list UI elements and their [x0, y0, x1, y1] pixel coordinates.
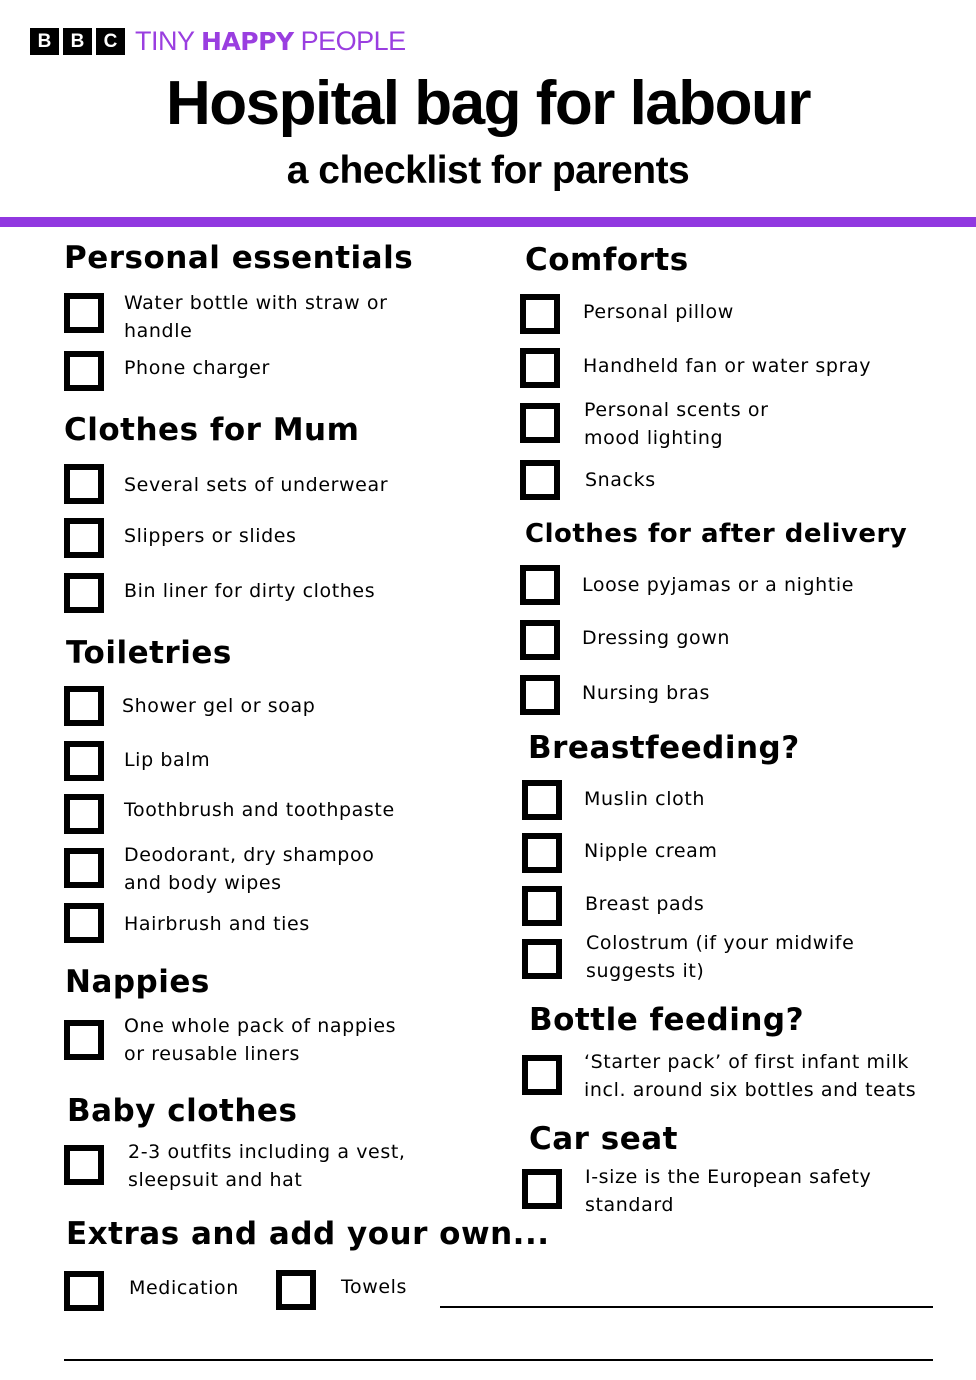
checklist-item[interactable] [522, 939, 562, 979]
item-label: 2-3 outfits including a vest, sleepsuit and hat [128, 1141, 406, 1191]
checklist-item[interactable] [64, 573, 104, 613]
checkbox[interactable] [64, 848, 104, 888]
item-label: Nipple cream [584, 840, 718, 862]
item-label: Deodorant, dry shampoo and body wipes [124, 844, 375, 894]
item-label: Phone charger [124, 357, 270, 379]
item-label: Dressing gown [582, 627, 730, 649]
checklist-item[interactable] [64, 686, 104, 726]
item-label: Hairbrush and ties [124, 913, 310, 935]
checkbox[interactable] [64, 741, 104, 781]
checkbox[interactable] [520, 565, 560, 605]
bbc-logo-b2: B [63, 28, 92, 55]
item-label: Breast pads [585, 893, 705, 915]
section-heading-toiletries: Toiletries [66, 635, 232, 671]
checkbox[interactable] [64, 794, 104, 834]
checkbox[interactable] [64, 573, 104, 613]
item-label: Colostrum (if your midwife suggests it) [586, 932, 855, 982]
checkbox[interactable] [64, 1271, 104, 1311]
item-label: Snacks [585, 469, 656, 491]
checklist-item[interactable] [522, 833, 562, 873]
section-heading-bottle-feeding: Bottle feeding? [529, 1002, 805, 1038]
bbc-logo-c: C [96, 28, 125, 55]
checklist-item[interactable] [276, 1270, 316, 1310]
section-heading-breastfeeding: Breastfeeding? [528, 730, 800, 766]
item-label: Handheld fan or water spray [583, 355, 872, 377]
checklist-item[interactable] [520, 565, 560, 605]
section-heading-personal-essentials: Personal essentials [64, 240, 414, 276]
checklist-item[interactable] [520, 348, 560, 388]
checklist-item[interactable] [522, 1169, 562, 1209]
checklist-item[interactable] [522, 780, 562, 820]
checkbox[interactable] [64, 351, 104, 391]
item-label: Towels [341, 1276, 408, 1298]
checkbox[interactable] [64, 293, 104, 333]
item-label: I-size is the European safety standard [585, 1166, 872, 1216]
brand-happy: HAPPY [201, 27, 294, 56]
section-heading-extras: Extras and add your own... [66, 1216, 550, 1252]
brand-name [135, 26, 406, 57]
checkbox[interactable] [520, 675, 560, 715]
checklist-item[interactable] [64, 848, 104, 888]
brand-tiny: TINY [135, 26, 195, 56]
checklist-item[interactable] [64, 903, 104, 943]
brand-people: PEOPLE [300, 26, 406, 56]
checklist-item[interactable] [522, 886, 562, 926]
checklist-item[interactable] [64, 464, 104, 504]
checkbox[interactable] [64, 686, 104, 726]
checklist-item[interactable] [520, 675, 560, 715]
item-label: Bin liner for dirty clothes [124, 580, 376, 602]
section-heading-clothes-for-mum: Clothes for Mum [64, 412, 360, 448]
item-label: Water bottle with straw or handle [124, 292, 388, 342]
section-heading-baby-clothes: Baby clothes [67, 1093, 298, 1129]
bbc-tiny-happy-people-logo [30, 26, 406, 57]
checkbox[interactable] [522, 833, 562, 873]
checklist-item[interactable] [64, 293, 104, 333]
checklist-item[interactable] [64, 351, 104, 391]
checkbox[interactable] [522, 780, 562, 820]
checklist-item[interactable] [520, 294, 560, 334]
checkbox[interactable] [520, 294, 560, 334]
item-label: Toothbrush and toothpaste [124, 799, 395, 821]
item-label: Shower gel or soap [122, 695, 316, 717]
checklist-item[interactable] [64, 1271, 104, 1311]
checkbox[interactable] [64, 464, 104, 504]
item-label: One whole pack of nappies or reusable liners [124, 1015, 397, 1065]
item-label: Slippers or slides [124, 525, 297, 547]
item-label: Nursing bras [582, 682, 711, 704]
checklist-item[interactable] [64, 1145, 104, 1185]
checkbox[interactable] [522, 1055, 562, 1095]
item-label: Personal pillow [583, 301, 734, 323]
item-label: Loose pyjamas or a nightie [582, 574, 855, 596]
checklist-item[interactable] [520, 460, 560, 500]
checkbox[interactable] [64, 903, 104, 943]
checkbox[interactable] [520, 348, 560, 388]
bbc-logo-b1: B [30, 28, 59, 55]
checkbox[interactable] [522, 939, 562, 979]
checkbox[interactable] [522, 1169, 562, 1209]
write-in-line[interactable] [440, 1306, 933, 1308]
section-heading-nappies: Nappies [65, 964, 210, 1000]
item-label: Personal scents or mood lighting [584, 399, 769, 449]
item-label: Medication [129, 1277, 239, 1299]
header-divider [0, 217, 976, 227]
checklist-item[interactable] [520, 620, 560, 660]
item-label: Several sets of underwear [124, 474, 389, 496]
section-heading-comforts: Comforts [525, 242, 689, 278]
checklist-item[interactable] [64, 741, 104, 781]
section-heading-clothes-after-delivery: Clothes for after delivery [525, 519, 908, 549]
write-in-line[interactable] [64, 1359, 933, 1361]
checklist-item[interactable] [520, 403, 560, 443]
item-label: Lip balm [124, 749, 211, 771]
checklist-item[interactable] [64, 794, 104, 834]
checkbox[interactable] [520, 403, 560, 443]
checkbox[interactable] [520, 620, 560, 660]
checklist-item[interactable] [522, 1055, 562, 1095]
checklist-item[interactable] [64, 518, 104, 558]
page-title: Hospital bag for labour [165, 69, 811, 138]
item-label: Muslin cloth [584, 788, 706, 810]
item-label: ‘Starter pack’ of first infant milk incl. around six bottles and teats [584, 1051, 917, 1101]
checkbox[interactable] [64, 1145, 104, 1185]
checkbox[interactable] [64, 518, 104, 558]
checkbox[interactable] [64, 1020, 104, 1060]
checkbox[interactable] [520, 460, 560, 500]
checklist-item[interactable] [64, 1020, 104, 1060]
checkbox[interactable] [276, 1270, 316, 1310]
section-heading-car-seat: Car seat [529, 1121, 678, 1157]
checkbox[interactable] [522, 886, 562, 926]
page-subtitle: a checklist for parents [286, 149, 690, 192]
